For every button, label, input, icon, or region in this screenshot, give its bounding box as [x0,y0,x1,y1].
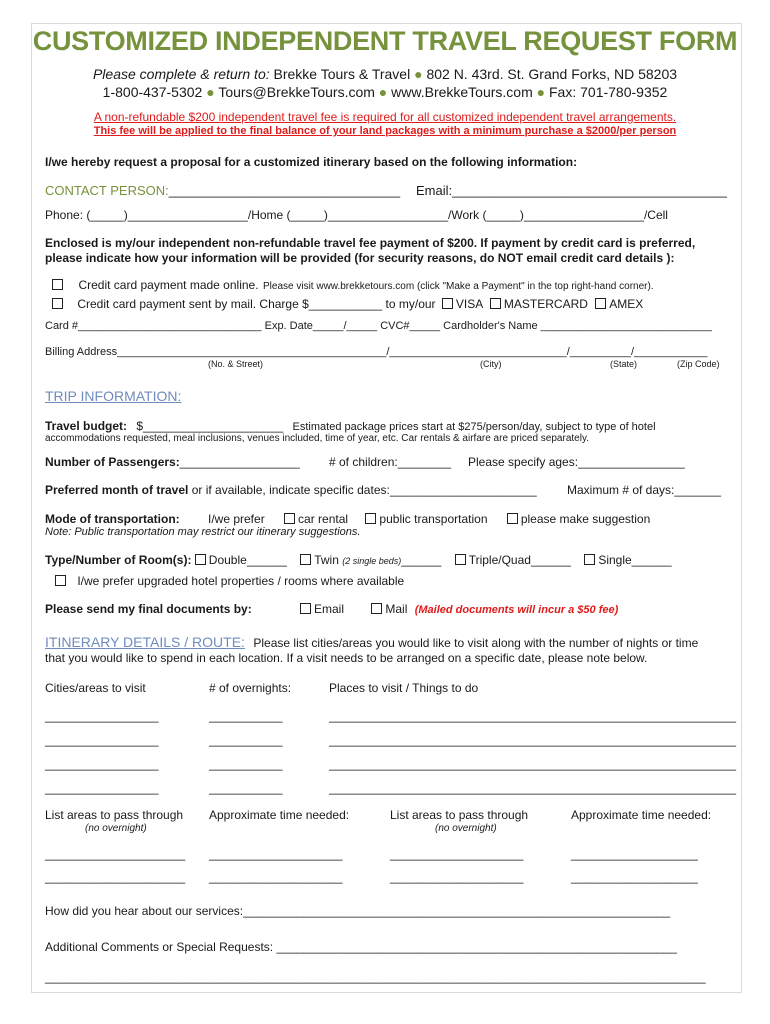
documents-row [45,602,252,616]
travel-budget-field[interactable]: $_____________________ [136,419,284,433]
request-intro: I/we hereby request a proposal for a customized itinerary based on the following information: [45,155,578,169]
mail-payment-label[interactable]: Credit card payment sent by mail. Charge $___________ to my/our [77,297,436,311]
mastercard-checkbox[interactable] [490,298,501,309]
documents-options [300,602,618,616]
email-field[interactable]: ______________________________________ [452,183,727,198]
comments-extra-line[interactable]: ___________________________________________________________________________________________________ [45,970,706,984]
city-field[interactable]: _________________ [45,757,159,771]
referral-row [45,904,670,918]
suggest-label: please make suggestion [520,512,651,526]
twin-field[interactable]: ______ [401,553,442,567]
city-caption: (City) [480,359,502,369]
places-field[interactable]: _____________________________________________________________ [329,781,737,795]
travel-month-label: Preferred month of travel [45,483,189,497]
approx-time-header: Approximate time needed: [209,808,350,822]
phone-row[interactable]: Phone: (_____)__________________/Home (_____)__________________/Work (_____)__________________/Cell [45,208,668,222]
approx-time-field[interactable]: ____________________ [209,870,343,884]
bullet-icon: ● [536,84,546,100]
contact-info-line [0,84,770,100]
children-field[interactable]: # of children:________ [329,455,452,469]
card-details-row[interactable]: Card #______________________________ Exp. Date_____/_____ CVC#_____ Cardholder's Name ____________________________ [45,320,712,332]
places-field[interactable]: _____________________________________________________________ [329,733,737,747]
amex-label: AMEX [609,297,644,311]
comments-row [45,940,677,954]
email-row [416,183,727,198]
fee-subnotice: This fee will be applied to the final balance of your land packages with a minimum purchase a $2000/per person [93,125,677,137]
documents-label: Please send my final documents by: [45,602,252,616]
single-checkbox[interactable] [584,554,595,565]
places-field[interactable]: _____________________________________________________________ [329,757,737,771]
mail-payment-option [52,297,643,311]
online-payment-option [52,276,654,294]
docs-mail-label: Mail [385,602,408,616]
pass-through-note: (no overnight) [85,823,147,834]
passengers-row [45,455,300,469]
mail-payment-checkbox[interactable] [52,298,63,309]
company-name: Brekke Tours & Travel [273,66,411,82]
online-payment-checkbox[interactable] [52,279,63,290]
city-field[interactable]: _________________ [45,733,159,747]
company-phone: 1-800-437-5302 [102,84,203,100]
approx-time-header: Approximate time needed: [571,808,712,822]
billing-address-row[interactable]: Billing Address____________________________________________/_____________________________/__________/____________ [45,346,708,358]
travel-dates-field[interactable]: or if available, indicate specific dates:______________________ [191,483,537,497]
mastercard-label: MASTERCARD [503,297,588,311]
nights-field[interactable]: ___________ [209,781,283,795]
suggest-checkbox[interactable] [507,513,518,524]
company-website[interactable]: www.BrekkeTours.com [391,84,533,100]
online-payment-note: Please visit www.brekketours.com (click "Make a Payment" in the top right-hand corner). [263,281,654,292]
room-type-label: Type/Number of Room(s): [45,553,192,567]
approx-time-field[interactable]: ___________________ [571,847,698,861]
company-email[interactable]: Tours@BrekkeTours.com [218,84,375,100]
comments-label: Additional Comments or Special Requests: [45,940,274,954]
contact-person-label: CONTACT PERSON: [45,183,169,198]
return-address-line [0,66,770,82]
docs-email-label: Email [314,602,345,616]
itinerary-intro-2: that you would like to spend in each location. If a visit needs to be arranged on a specific date, please note below. [45,651,648,665]
upgrade-checkbox[interactable] [55,575,66,586]
company-address: 802 N. 43rd. St. Grand Forks, ND 58203 [426,66,678,82]
itinerary-intro-1: Please list cities/areas you would like to visit along with the number of nights or time [253,636,699,650]
bullet-icon: ● [378,84,388,100]
referral-field[interactable]: ________________________________________________________________ [243,904,671,918]
payment-instructions-1: Enclosed is my/our independent non-refundable travel fee payment of $200. If payment by credit card is preferred, [45,236,696,250]
twin-note: (2 single beds) [342,556,402,566]
payment-instructions-2: please indicate how your information will be provided (for security reasons, do NOT email credit card details ): [45,251,675,265]
double-checkbox[interactable] [195,554,206,565]
twin-label: Twin [314,553,339,567]
bullet-icon: ● [206,84,215,100]
fee-notice: A non-refundable $200 independent travel fee is required for all customized independent travel arrangements. [93,110,677,124]
transport-prefer-label: I/we prefer [208,512,265,526]
trip-info-heading: TRIP INFORMATION: [45,388,182,404]
contact-name-field[interactable]: ________________________________ [168,183,401,198]
bullet-icon: ● [414,66,423,82]
city-field[interactable]: _________________ [45,709,159,723]
contact-row [45,183,400,198]
itinerary-heading-row [45,634,698,652]
visa-label: VISA [455,297,483,311]
ages-field[interactable]: Please specify ages:________________ [468,455,685,469]
transport-options [208,512,650,526]
max-days-field[interactable]: Maximum # of days:_______ [567,483,722,497]
car-rental-checkbox[interactable] [284,513,295,524]
transport-note: Note: Public transportation may restrict our itinerary suggestions. [45,526,361,538]
room-type-row [45,553,672,567]
nights-field[interactable]: ___________ [209,709,283,723]
budget-note-2: accommodations requested, meal inclusions, venues included, time of year, etc. Car rentals & airfare are priced separately. [45,433,589,444]
amex-checkbox[interactable] [595,298,606,309]
docs-mail-checkbox[interactable] [371,603,382,614]
travel-budget-row [45,419,656,433]
twin-checkbox[interactable] [300,554,311,565]
passengers-field[interactable]: __________________ [179,455,300,469]
travel-budget-label: Travel budget: [45,419,128,433]
approx-time-field[interactable]: ___________________ [571,870,698,884]
budget-note: Estimated package prices start at $275/person/day, subject to type of hotel [292,421,656,433]
travel-month-row [45,483,537,497]
transport-label: Mode of transportation: [45,512,180,526]
zip-caption: (Zip Code) [677,359,720,369]
email-label: Email: [416,183,453,198]
form-title: CUSTOMIZED INDEPENDENT TRAVEL REQUEST FORM [32,26,738,56]
double-field[interactable]: Double______ [208,553,287,567]
pass-through-field[interactable]: ____________________ [390,870,524,884]
state-caption: (State) [610,359,638,369]
city-field[interactable]: _________________ [45,781,159,795]
referral-label: How did you hear about our services: [45,904,244,918]
transport-row [45,512,180,526]
public-transport-checkbox[interactable] [365,513,376,524]
docs-mail-fee-note: (Mailed documents will incur a $50 fee) [414,604,619,616]
nights-field[interactable]: ___________ [209,757,283,771]
pass-through-header: List areas to pass through [45,808,184,822]
docs-email-checkbox[interactable] [300,603,311,614]
triple-field[interactable]: Triple/Quad______ [468,553,571,567]
public-transport-label: public transportation [379,512,488,526]
single-field[interactable]: Single______ [598,553,672,567]
visa-checkbox[interactable] [442,298,453,309]
col-nights-header: # of overnights: [209,681,292,695]
nights-field[interactable]: ___________ [209,733,283,747]
itinerary-heading: ITINERARY DETAILS / ROUTE: [45,634,245,650]
car-rental-label: car rental [298,512,349,526]
comments-field[interactable]: ____________________________________________________________ [276,940,677,954]
upgrade-option [55,574,404,588]
passengers-label: Number of Passengers: [45,455,180,469]
pass-through-field[interactable]: _____________________ [45,870,186,884]
online-payment-label: Credit card payment made online. [78,278,259,292]
upgrade-label: I/we prefer upgraded hotel properties / rooms where available [77,574,405,588]
col-cities-header: Cities/areas to visit [45,681,146,695]
triple-checkbox[interactable] [455,554,466,565]
pass-through-field[interactable]: ____________________ [390,847,524,861]
pass-through-header: List areas to pass through [390,808,529,822]
places-field[interactable]: _____________________________________________________________ [329,709,737,723]
col-places-header: Places to visit / Things to do [329,681,479,695]
company-fax: Fax: 701-780-9352 [549,84,668,100]
street-caption: (No. & Street) [208,359,264,369]
return-prefix: Please complete & return to: [92,66,270,82]
approx-time-field[interactable]: ____________________ [209,847,343,861]
pass-through-field[interactable]: _____________________ [45,847,186,861]
pass-through-note: (no overnight) [435,823,497,834]
